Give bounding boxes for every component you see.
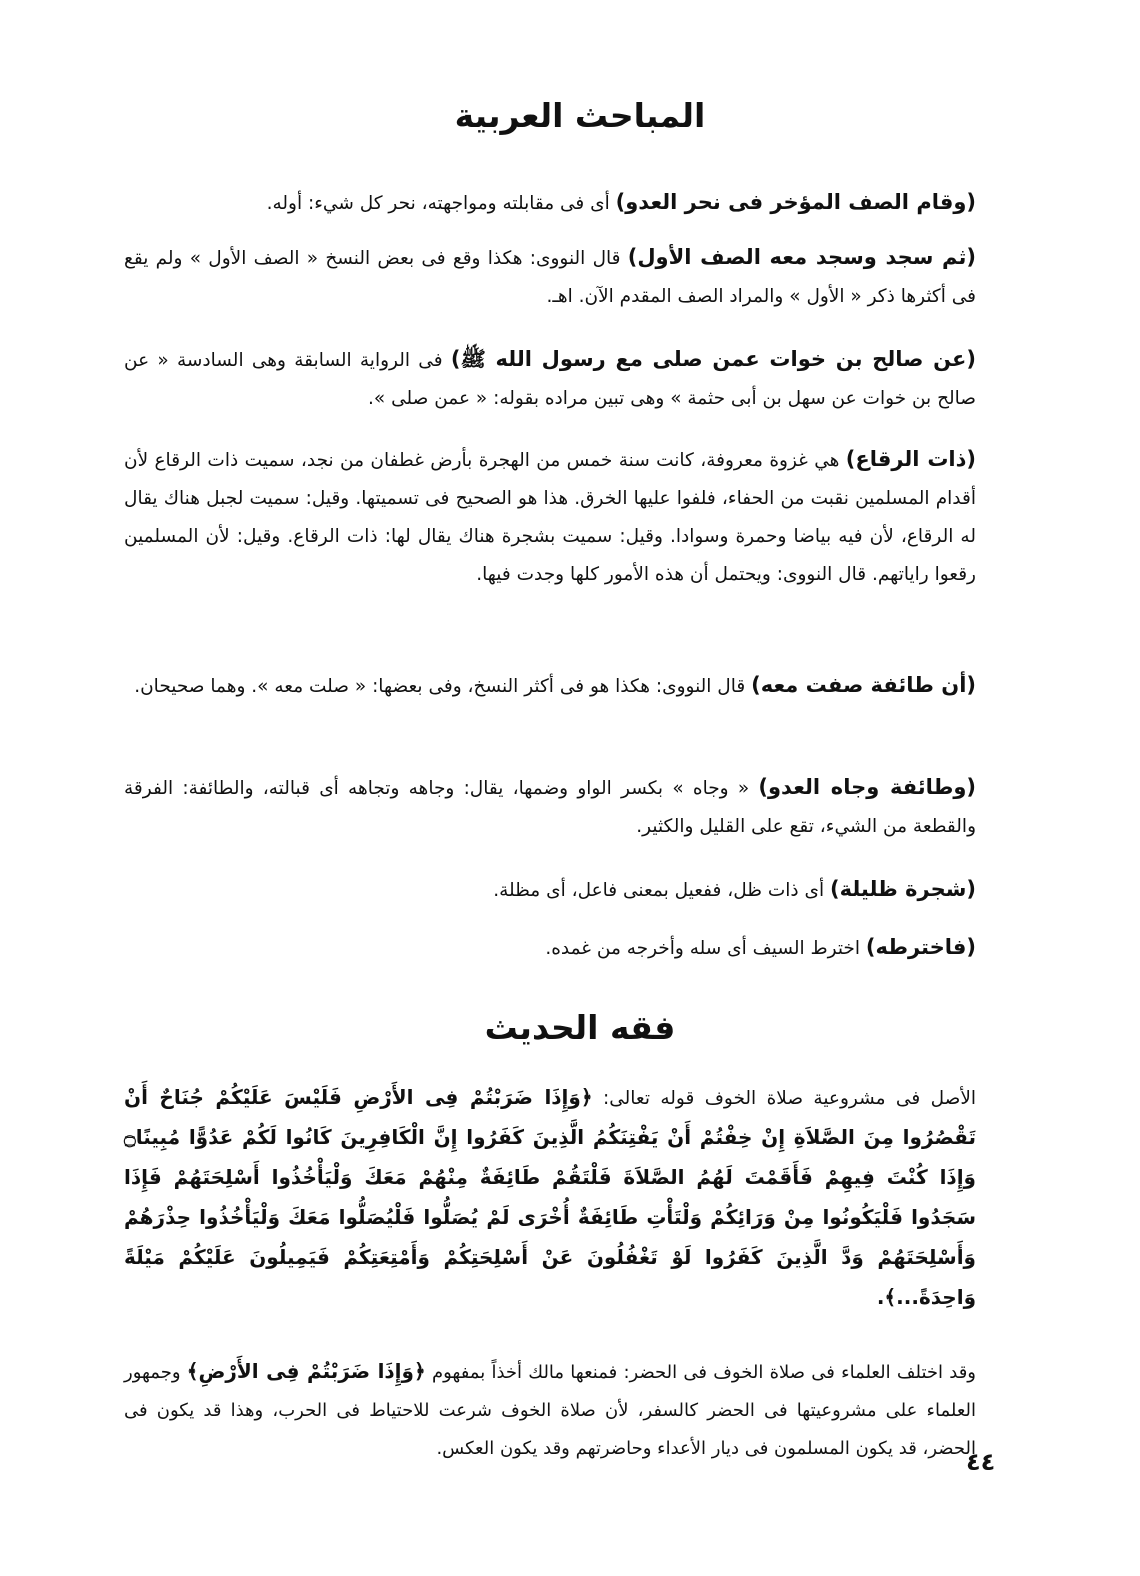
explanation-text: أى ذات ظل، ففعيل بمعنى فاعل، أى مظلة. [493,880,830,901]
explanation-paragraph [124,870,1012,910]
fiqh-intro-text: وقد اختلف العلماء فى صلاة الخوف فى الحضر: فمنعها مالك أخذاً بمفهوم [425,1362,976,1383]
lemma-phrase: (وطائفة وجاه العدو) [758,775,976,799]
explanation-text: هي غزوة معروفة، كانت سنة خمس من الهجرة بأرض غطفان من نجد، سميت ذات الرقاع لأن أقدام المسلمين نقبت من الحفاء، فلفوا عليها الخرق. هذا هو الصحيح فى تسميتها. وقيل: سميت لجبل هناك يقال له الرقاع، لأن فيه بياضا وحمرة وسوادا. وقيل: سميت بشجرة هناك يقال لها: ذات الرقاع. وقيل: لأن المسلمين رقعوا راياتهم. قال النووى: ويحتمل أن هذه الأمور كلها وجدت فيها. [124,450,976,585]
explanation-paragraph [124,238,1012,316]
lemma-phrase: (شجرة ظليلة) [830,877,976,901]
lemma-phrase: (وقام الصف المؤخر فى نحر العدو) [615,190,976,214]
explanation-paragraph [124,666,1012,706]
section-title-arabic-studies: المباحث العربية [454,96,706,135]
quran-verse: ﴿وَإِذَا ضَرَبْتُمْ فِى الأَرْضِ﴾ [186,1359,426,1383]
lemma-phrase: (فاخترطه) [865,935,976,959]
lemma-phrase: (أن طائفة صفت معه) [751,673,976,697]
explanation-paragraph [124,768,1012,846]
explanation-text: أى فى مقابلته ومواجهته، نحر كل شيء: أوله. [266,193,616,214]
explanation-paragraph [124,440,1012,594]
fiqh-body-text: وجمهور العلماء على مشروعيتها فى الحضر كالسفر، لأن صلاة الخوف شرعت للاحتياط فى الحرب، وهذا قد يكون فى الحضر، قد يكون المسلمون فى ديار الأعداء وحاضرتهم وقد يكون العكس. [124,1362,976,1459]
explanation-text: قال النووى: هكذا وقع فى بعض النسخ « الصف الأول » ولم يقع فى أكثرها ذكر « الأول » والمراد الصف المقدم الآن. اهـ. [124,248,976,307]
explanation-paragraph [124,928,1012,968]
fiqh-paragraph [124,1352,1012,1468]
explanation-text: فى الرواية السابقة وهى السادسة « عن صالح بن خوات عن سهل بن أبى حثمة » وهى تبين مراده بقوله: « عمن صلى ». [124,350,976,409]
explanation-text: اخترط السيف أى سله وأخرجه من غمده. [545,938,866,959]
explanation-paragraph [124,340,1012,418]
section-title-hadith-fiqh: فقه الحديث [484,1008,676,1047]
lemma-phrase: (عن صالح بن خوات عمن صلى مع رسول الله ﷺ) [450,347,976,371]
page-number: ٤٤ [966,1448,996,1476]
fiqh-paragraph [124,1078,1012,1318]
fiqh-intro-text: الأصل فى مشروعية صلاة الخوف قوله تعالى: [592,1088,977,1109]
quran-verse: ﴿وَإِذَا ضَرَبْتُمْ فِى الأَرْضِ فَلَيْسَ عَلَيْكُمْ جُنَاحٌ أَنْ تَقْصُرُوا مِنَ الصَّلاَةِ إِنْ خِفْتُمْ أَنْ يَفْتِنَكُمُ الَّذِينَ كَفَرُوا إِنَّ الْكَافِرِينَ كَانُوا لَكُمْ عَدُوًّا مُبِينًا۝ وَإِذَا كُنْتَ فِيهِمْ فَأَقَمْتَ لَهُمُ الصَّلاَةَ فَلْتَقُمْ طَائِفَةٌ مِنْهُمْ مَعَكَ وَلْيَأْخُذُوا أَسْلِحَتَهُمْ فَإِذَا سَجَدُوا فَلْيَكُونُوا مِنْ وَرَائِكُمْ وَلْتَأْتِ طَائِفَةٌ أُخْرَى لَمْ يُصَلُّوا فَلْيُصَلُّوا مَعَكَ وَلْيَأْخُذُوا حِذْرَهُمْ وَأَسْلِحَتَهُمْ وَدَّ الَّذِينَ كَفَرُوا لَوْ تَغْفُلُونَ عَنْ أَسْلِحَتِكُمْ وَأَمْتِعَتِكُمْ فَيَمِيلُونَ عَلَيْكُمْ مَيْلَةً وَاحِدَةً...﴾. [124,1085,976,1309]
lemma-phrase: (ذات الرقاع) [845,447,976,471]
lemma-phrase: (ثم سجد وسجد معه الصف الأول) [627,245,976,269]
explanation-text: « وجاه » بكسر الواو وضمها، يقال: وجاهه وتجاهه أى قبالته، والطائفة: الفرقة والقطعة من الشيء، تقع على القليل والكثير. [124,778,976,837]
explanation-paragraph [124,183,1012,223]
explanation-text: قال النووى: هكذا هو فى أكثر النسخ، وفى بعضها: « صلت معه ». وهما صحيحان. [134,676,752,697]
